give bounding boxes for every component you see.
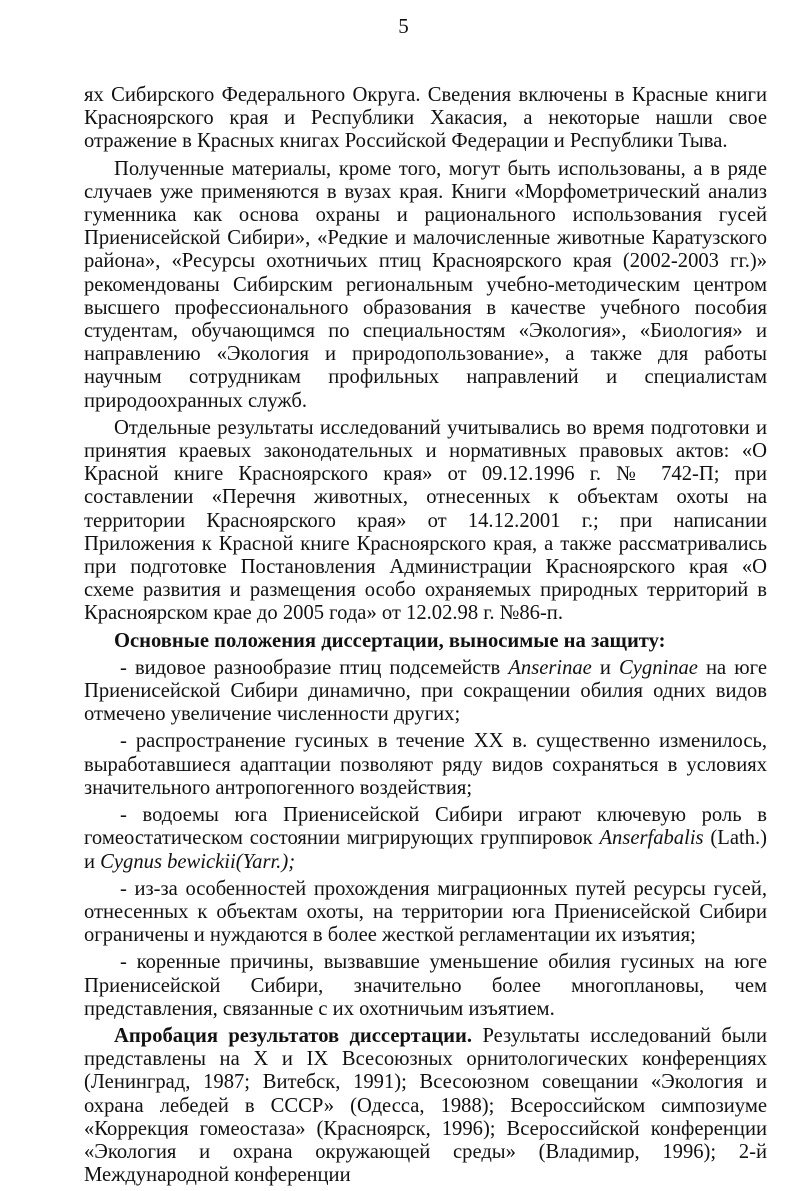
thesis-item-4: - из-за особенностей прохождения миграционных путей ресурсы гусей, отнесенных к объектам охоты, на территории юга Приенисейской Сибири ограничены и нуждаются в более жесткой регламентации их изъятия; [84, 877, 767, 947]
species-anser-fabalis: Anserfabalis [599, 827, 704, 850]
species-cygnus-bewickii: Cygnus bewickii(Yarr.); [100, 850, 296, 873]
theses-heading: Основные положения диссертации, выносимые на защиту: [114, 629, 666, 652]
body-text [84, 84, 767, 1191]
species-cygninae: Cygninae [619, 656, 698, 679]
approbation-label: Апробация результатов диссертации. [114, 1024, 473, 1047]
paragraph-approbation [84, 1025, 767, 1187]
thesis-1-text-start: - видовое разнообразие птиц подсемейств [120, 656, 509, 679]
thesis-item-5: - коренные причины, вызвавшие уменьшение обилия гусиных на юге Приенисейской Сибири, значительно более многоплановы, чем представления, связанные с их охотничьим изъятием. [84, 951, 767, 1020]
thesis-item-2: - распространение гусиных в течение XX в. существенно изменилось, выработавшиеся адаптации позволяют ряду видов сохраняться в условиях значительного антропогенного воздействия; [84, 730, 767, 799]
species-anserinae: Anserinae [508, 656, 592, 679]
thesis-item-3 [84, 804, 767, 874]
thesis-1-and: и [591, 656, 620, 679]
paragraph-legislation: Отдельные результаты исследований учитывались во время подготовки и принятия краевых законодательных и нормативных правовых актов: «О Красной книге Красноярского края» от 09.12.1996 г. № 742-П; при составлении «Перечня животных, отнесенных к объектам охоты на территории Красноярского края» от 14.12.2001 г.; при написании Приложения к Красной книге Красноярского края, а также рассматривались при подготовке Постановления Администрации Красноярского края «О схеме развития и размещения особо охраняемых природных территорий в Красноярском крае до 2005 года» от 12.02.98 г. №86-п. [84, 416, 767, 625]
thesis-1-text-end: на юге Приенисейской Сибири динамично, при сокращении обилия одних видов отмечено увеличение численности других; [84, 656, 767, 726]
paragraph-red-books: ях Сибирского Федерального Округа. Сведения включены в Красные книги Красноярского края и Республики Хакасия, а некоторые нашли свое отражение в Красных книгах Российской Федерации и Республики Тыва. [84, 84, 767, 153]
paragraph-materials-use: Полученные материалы, кроме того, могут быть использованы, а в ряде случаев уже применяются в вузах края. Книги «Морфометрический анализ гуменника как основа охраны и рационального использования гусей Приенисейской Сибири», «Редкие и малочисленные животные Каратузского района», «Ресурсы охотничьих птиц Красноярского края (2002-2003 гг.)» рекомендованы Сибирским региональным учебно-методическим центром высшего профессионального образования в качестве учебного пособия студентам, обучающимся по специальностям «Экология», «Биология» и направлению «Экология и природопользование», а также для работы научным сотрудникам профильных направлений и специалистам природоохранных служб. [84, 157, 767, 412]
theses-heading-paragraph [84, 630, 767, 653]
thesis-3-text-start: - водоемы юга Приенисейской Сибири играют ключевую роль в гомеостатическом состоянии мигрирующих группировок [84, 804, 767, 850]
page-number: 5 [398, 14, 409, 38]
thesis-item-1 [84, 657, 767, 727]
approbation-text: Результаты исследований были представлены на X и IX Всесоюзных орнитологических конференциях (Ленинград, 1987; Витебск, 1991); Всесоюзном совещании «Экология и охрана лебедей в СССР» (Одесса, 1988); Всероссийском симпозиуме «Коррекция гомеостаза» (Красноярск, 1996); Всероссийской конференции «Экология и охрана окружающей среды» (Владимир, 1996); 2-й Международной конференции [84, 1024, 767, 1187]
thesis-3-text-mid: (Lath.) и [84, 827, 767, 873]
